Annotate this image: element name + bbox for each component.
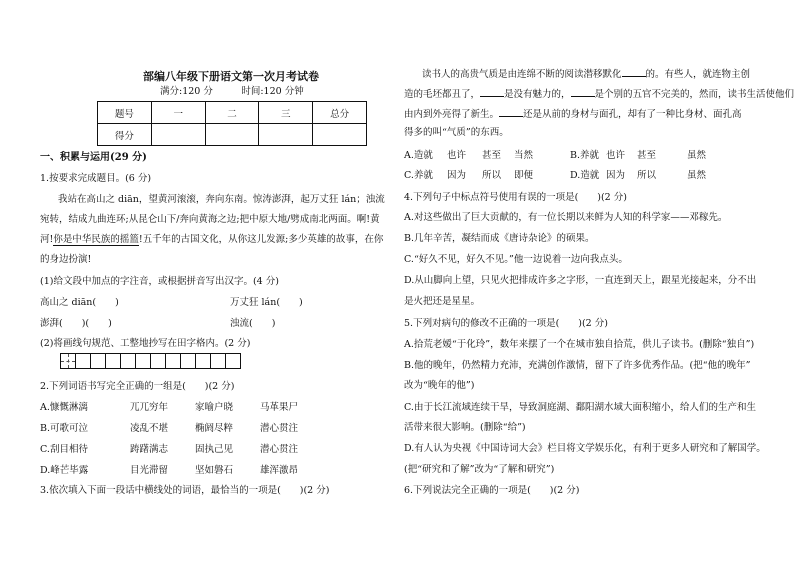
q4-option-a[interactable]: A.对这些做出了巨大贡献的，有一位长期以来鲜为人知的科学家——邓稼先。 [404,212,728,223]
q2-word: 潜心贯注 [260,444,299,455]
q2-word: B.可歌可泣 [40,423,89,434]
q2-word: 坚如磐石 [195,465,234,476]
tianzige-cell[interactable] [150,353,166,369]
q1-sub2: (2)将画线句规范、工整地抄写在田字格内。(2 分) [40,338,251,349]
q1-blank-c[interactable]: 澎湃( )( ) [40,318,112,329]
underlined-sentence: 你是中华民族的摇篮 [53,234,139,245]
q3-word: 也许 [447,150,467,161]
score-cell: 二 [205,102,259,124]
tianzige-cell[interactable] [120,353,136,369]
q5-option-c-cont: 活带来很大影响。(删除“给”) [404,422,526,433]
q1-passage-line: 宛转，结成九曲连环;从昆仑山下/奔向黄海之边;把中原大地/劈成南北两面。啊!黄 [40,214,380,225]
q1-passage-line [40,234,383,246]
tianzige-cell[interactable] [225,353,241,369]
q3-passage-text: 由内到外亮得了新生。 [404,109,500,120]
q3-word: 因为 [447,170,467,181]
q3-passage-text: 是没有魅力的， [504,89,571,100]
q3-passage-text: 读书人的高贵气质是由连绵不断的阅读潜移默化 [422,69,622,80]
q3-word: 因为 [606,170,626,181]
q2-word: 家喻户晓 [195,402,234,413]
q6-prompt: 6.下列说法完全正确的一项是( )(2 分) [404,485,580,496]
q3-word: 当然 [514,150,534,161]
q3-passage-text: 是个别的五官不完美的，然而，读书生活使他们 [594,89,794,100]
q3-passage-text: 造的毛坯都丑了， [404,89,481,100]
q2-word: 马革果尸 [260,402,299,413]
q1-prompt: 1.按要求完成题目。(6 分) [40,173,152,184]
q2-word: 固执己见 [195,444,234,455]
q5-option-c[interactable]: C.由于长江流域连续干旱，导致洞庭湖、鄱阳湖水域大面积缩小，给人们的生产和生 [404,402,756,413]
q3-blank[interactable] [480,87,504,97]
q3-word: A.造就 [404,150,433,161]
q3-word: 也许 [606,150,626,161]
q1-passage-text: !五千年的古国文化，从你这儿发源;多少英雄的故事，在你 [138,234,384,245]
tianzige-cell[interactable] [75,353,91,369]
q4-option-d[interactable]: D.从山脚向上望，只见火把排成许多之字形，一直连到天上，跟星光接起来，分不出 [404,275,757,286]
tianzige-grid[interactable] [60,353,240,369]
q3-passage-text: 还是从前的身材与面孔，却有了一种比身材、面孔高 [523,109,742,120]
q3-word: D.造就 [570,170,600,181]
q4-option-b[interactable]: B.几年辛苦，凝结而成《唐诗杂论》的硕果。 [404,233,595,244]
tianzige-cell[interactable] [180,353,196,369]
q1-blank-b[interactable]: 万丈狂 lán( ) [230,297,303,308]
exam-title: 部编八年级下册语文第一次月考试卷 [143,70,319,83]
q1-blank-a[interactable]: 高山之 diān( ) [40,297,119,308]
q3-word: 虽然 [687,150,707,161]
q4-prompt: 4.下列句子中标点符号使用有误的一项是( )(2 分) [404,192,627,203]
q3-word: 虽然 [687,170,707,181]
q5-option-b-cont: 改为“晚年的他”) [404,380,475,391]
q4-option-d-cont: 是火把还是星星。 [404,296,481,307]
q1-sub1: (1)给文段中加点的字注音，或根据拼音写出汉字。(4 分) [40,276,279,287]
tianzige-cell[interactable] [135,353,151,369]
q3-blank[interactable] [499,107,523,117]
tianzige-cell[interactable] [210,353,226,369]
tianzige-cell[interactable] [90,353,106,369]
score-input-cell[interactable] [151,124,205,146]
q3-word: C.养就 [404,170,433,181]
tianzige-cell[interactable] [165,353,181,369]
q5-option-b[interactable]: B.他的晚年，仍然精力充沛，充满创作激情，留下了许多优秀作品。(把“他的晚年” [404,360,751,371]
score-cell: 三 [259,102,313,124]
score-cell: 题号 [98,102,152,124]
q5-option-d[interactable]: D.有人认为央视《中国诗词大会》栏目将文学娱乐化，有利于更多人研究和了解国学。 [404,443,766,454]
q2-word: 目光滞留 [130,465,169,476]
q2-word: 潜心贯注 [260,423,299,434]
q2-prompt: 2.下列词语书写完全正确的一组是( )(2 分) [40,381,235,392]
q3-word: 所以 [482,170,502,181]
q3-word: 所以 [637,170,657,181]
score-table-header-row [98,102,367,124]
q3-passage-line [404,107,742,121]
score-input-cell[interactable] [313,124,367,146]
q3-blank[interactable] [571,87,595,97]
q3-word: 甚至 [482,150,502,161]
tianzige-cell[interactable] [195,353,211,369]
q3-passage-text: 的。有些人，就连物主创 [645,69,751,80]
score-cell: 得分 [98,124,152,146]
tianzige-cell[interactable] [60,353,76,369]
score-table-score-row [98,124,367,146]
q3-prompt: 3.依次填入下面一段话中横线处的词语，最恰当的一项是( )(2 分) [40,485,330,496]
q2-word: 凌乱不堪 [130,423,169,434]
q3-passage-line [404,87,794,101]
q1-passage-line: 的身边扮演! [40,254,92,265]
q5-prompt: 5.下列对病句的修改不正确的一项是( )(2 分) [404,318,608,329]
q1-passage-line: 我站在高山之 diān，望黄河滚滚，奔向东南。惊涛澎湃，起万丈狂 lán；浊流 [58,194,385,205]
q4-option-c[interactable]: C.“好久不见，好久不见。”他一边说着一边向我点头。 [404,254,628,265]
q5-option-a[interactable]: A.拾荒老嫒“于化玲”，数年来摆了一个在城市独自拾荒，供儿子读书。(删除“独自”) [404,339,755,350]
score-table [97,101,367,146]
q2-word: A.慷慨淋漓 [40,402,88,413]
q3-passage-line [422,67,750,81]
q2-word: 兀兀穷年 [130,402,169,413]
q2-word: D.峰芒毕露 [40,465,89,476]
score-input-cell[interactable] [259,124,313,146]
q3-word: B.养就 [570,150,600,161]
q2-word: 雄浑激昂 [260,465,299,476]
q1-passage-text: 河! [40,234,54,245]
score-cell: 一 [151,102,205,124]
exam-meta: 满分:120 分 时间:120 分钟 [160,86,304,97]
q1-blank-d[interactable]: 浊流( ) [230,318,276,329]
score-cell: 总分 [313,102,367,124]
q3-word: 即便 [514,170,534,181]
q2-word: 椭阏尽粹 [195,423,234,434]
section-heading: 一、积累与运用(29 分) [40,152,147,163]
q3-passage-line: 得多的叫“气质”的东西。 [404,127,509,138]
q2-word: C.刮目相待 [40,444,88,455]
q2-word: 踌躇满志 [130,444,169,455]
score-input-cell[interactable] [205,124,259,146]
q3-word: 甚至 [637,150,657,161]
q3-blank[interactable] [622,67,646,77]
q5-option-d-cont: (把“研究和了解”改为“了解和研究”) [404,464,555,475]
tianzige-cell[interactable] [105,353,121,369]
